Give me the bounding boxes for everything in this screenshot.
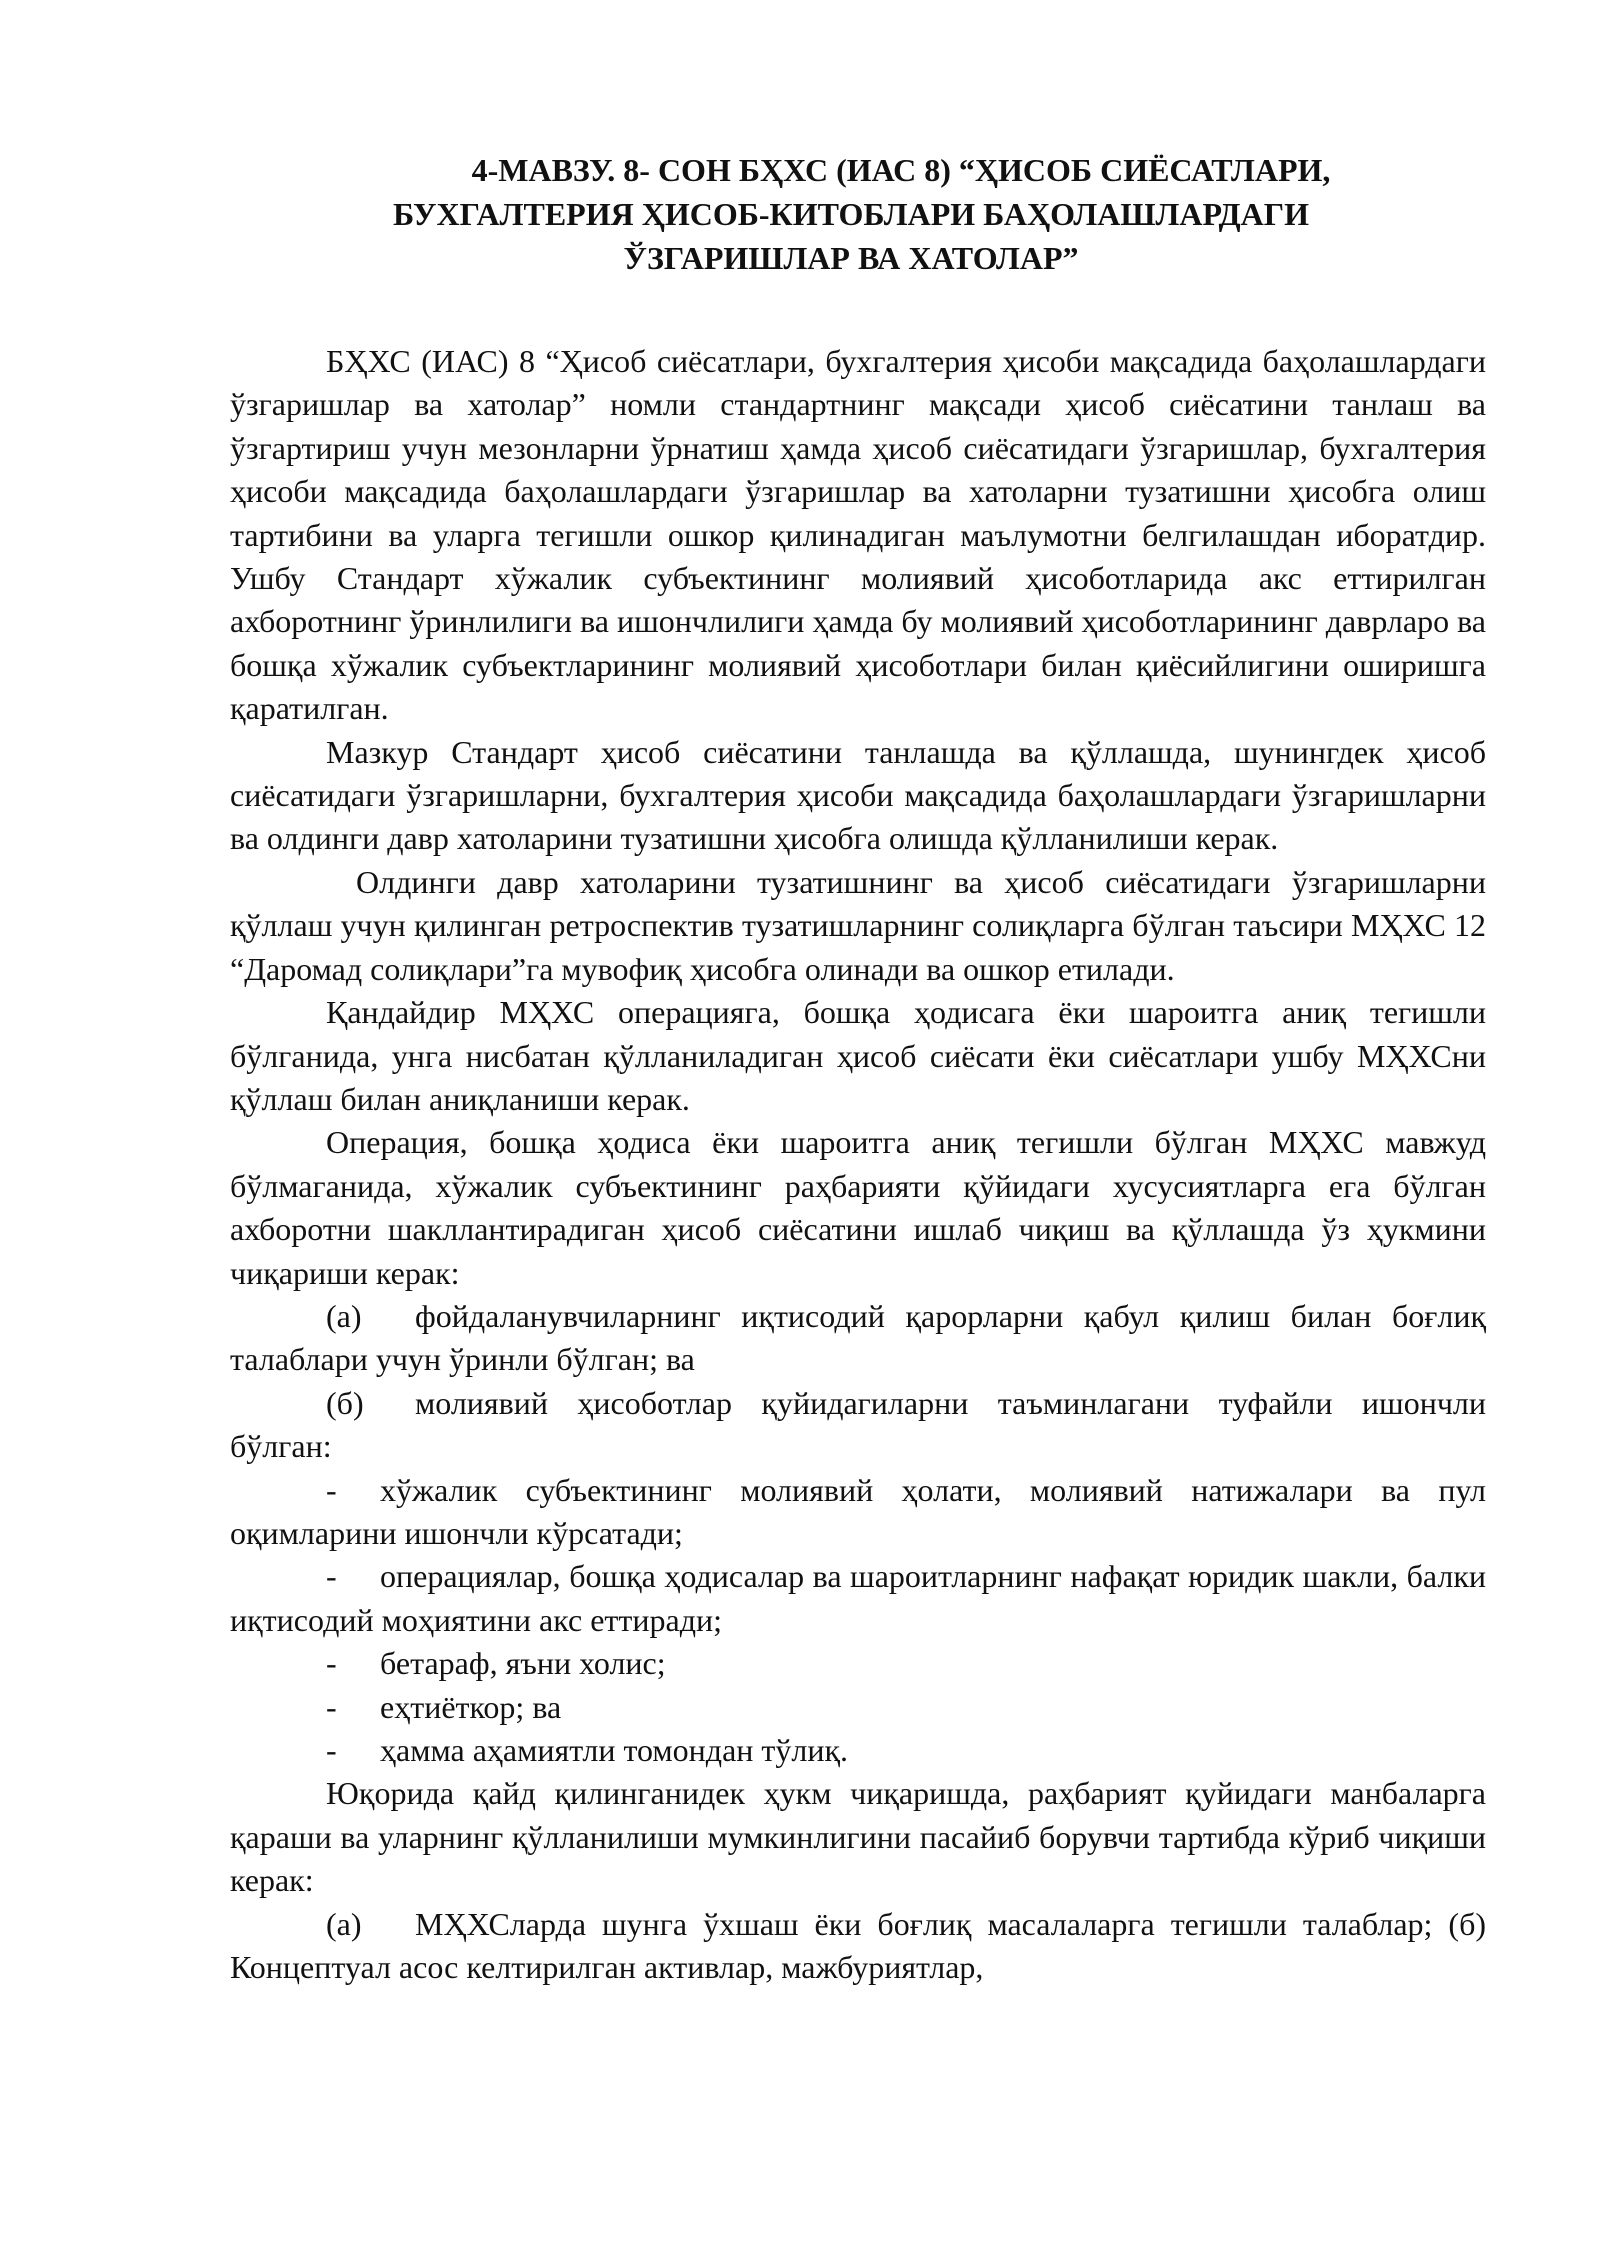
paragraph-management-judgement: Операция, бошқа ҳодиса ёки шароитга аниқ тегишли бўлган МҲХС мавжуд бўлмаганида, хўжалик субъектининг раҳбарияти қўйидаги хусусиятларга ега бўлган ахборотни шакллантирадиган ҳисоб сиёсатини ишлаб чиқиш ва қўллашда ўз ҳукмини чиқариши керак:: [230, 1124, 1486, 1291]
title-line: ЎЗГАРИШЛАР ВА ХАТОЛАР”: [623, 240, 1079, 276]
document-body: [230, 340, 1486, 1989]
paragraph-tax-effect: Олдинги давр хатоларини тузатишнинг ва ҳисоб сиёсатидаги ўзгаришларни қўллаш учун қилинган ретроспектив тузатишларнинг солиқларга бўлган таъсири МҲХС 12 “Даромад солиқлари”га мувофиқ ҳисобга олинади ва ошкор етилади.: [230, 863, 1486, 987]
list-item-text: фойдаланувчиларнинг иқтисодий қарорларни қабул қилиш билан боғлиқ талаблари учун ўринли бўлган; ва: [230, 1297, 1486, 1378]
dash-marker: -: [326, 1732, 337, 1768]
paragraph-applicable-ifrs: Қандайдир МҲХС операцияга, бошқа ҳодисага ёки шароитга аниқ тегишли бўлганида, унга нисбатан қўлланиладиган ҳисоб сиёсати ёки сиёсатлари ушбу МҲХСни қўллаш билан аниқланиши керак.: [230, 994, 1486, 1117]
paragraph-purpose: БҲХС (ИАС) 8 “Ҳисоб сиёсатлари, бухгалтерия ҳисоби мақсадида баҳолашлардаги ўзгаришлар ва хатолар” номли стандартнинг мақсади ҳисоб сиёсатини танлаш ва ўзгартириш учун мезонларни ўрнатиш ҳамда ҳисоб сиёсатидаги ўзгаришлар, бухгалтерия ҳисоби мақсадида баҳолашлардаги ўзгаришлар ва хатоларни тузатишни ҳисобга олиш тартибини ва уларга тегишли ошкор қилинадиган маълумотни белгилашдан иборатдир. Ушбу Стандарт хўжалик субъектининг молиявий ҳисоботларида акс еттирилган ахборотнинг ўринлилиги ва ишончлилиги ҳамда бу молиявий ҳисоботларининг даврларо ва бошқа хўжалик субъектларининг молиявий ҳисоботлари билан қиёсийлигини оширишга қаратилган.: [230, 343, 1486, 727]
dash-item-text: ҳамма аҳамиятли томондан тўлиқ.: [380, 1732, 849, 1768]
dash-item-text: хўжалик субъектининг молиявий ҳолати, молиявий натижалари ва пул оқимларини ишончли кўрсатади;: [230, 1471, 1486, 1551]
list-item: [230, 1382, 1486, 1469]
dash-marker: -: [326, 1645, 337, 1682]
dash-item: [230, 1686, 1486, 1729]
dash-item: [230, 1469, 1486, 1556]
document-title: [232, 148, 1470, 280]
list-marker: (а): [326, 1297, 362, 1334]
list-item: [230, 1295, 1486, 1382]
dash-marker: -: [326, 1471, 337, 1508]
paragraph-judgement-sources: Юқорида қайд қилинганидек ҳукм чиқаришда, раҳбарият қуйидаги манбаларга қараши ва уларнинг қўлланилиши мумкинлигини пасайиб борувчи тартибда кўриб чиқиши керак:: [230, 1775, 1486, 1899]
list-marker: (а): [326, 1905, 362, 1942]
dash-item: [230, 1642, 1486, 1685]
list-item: [230, 1903, 1486, 1990]
title-line: БУХГАЛТЕРИЯ ҲИСОБ-КИТОБЛАРИ БАҲОЛАШЛАРДАГИ: [393, 196, 1309, 232]
dash-item-text: операциялар, бошқа ҳодисалар ва шароитларнинг нафақат юридик шакли, балки иқтисодий моҳиятини акс еттиради;: [230, 1558, 1486, 1638]
paragraph-scope: Мазкур Стандарт ҳисоб сиёсатини танлашда ва қўллашда, шунингдек ҳисоб сиёсатидаги ўзгаришларни, бухгалтерия ҳисоби мақсадида баҳолашлардаги ўзгаришларни ва олдинги давр хатоларини тузатишни ҳисобга олишда қўлланилиши керак.: [230, 733, 1486, 857]
dash-item: [230, 1729, 1486, 1772]
dash-item-text: бетараф, яъни холис;: [380, 1645, 666, 1682]
title-line: 4-МАВЗУ. 8- СОН БҲХС (ИАС 8) “ҲИСОБ СИЁСАТЛАРИ,: [471, 152, 1331, 188]
list-item-text: МҲХСларда шунга ўхшаш ёки боғлиқ масалаларга тегишли талаблар; (б) Концептуал асос келтирилган активлар, мажбуриятлар,: [230, 1905, 1486, 1986]
dash-marker: -: [326, 1688, 337, 1725]
dash-item-text: еҳтиёткор; ва: [380, 1688, 562, 1725]
list-item-text: молиявий ҳисоботлар қуйидагиларни таъминлагани туфайли ишончли бўлган:: [230, 1384, 1486, 1465]
dash-marker: -: [326, 1558, 337, 1595]
dash-item: [230, 1555, 1486, 1642]
list-marker: (б): [326, 1384, 364, 1421]
